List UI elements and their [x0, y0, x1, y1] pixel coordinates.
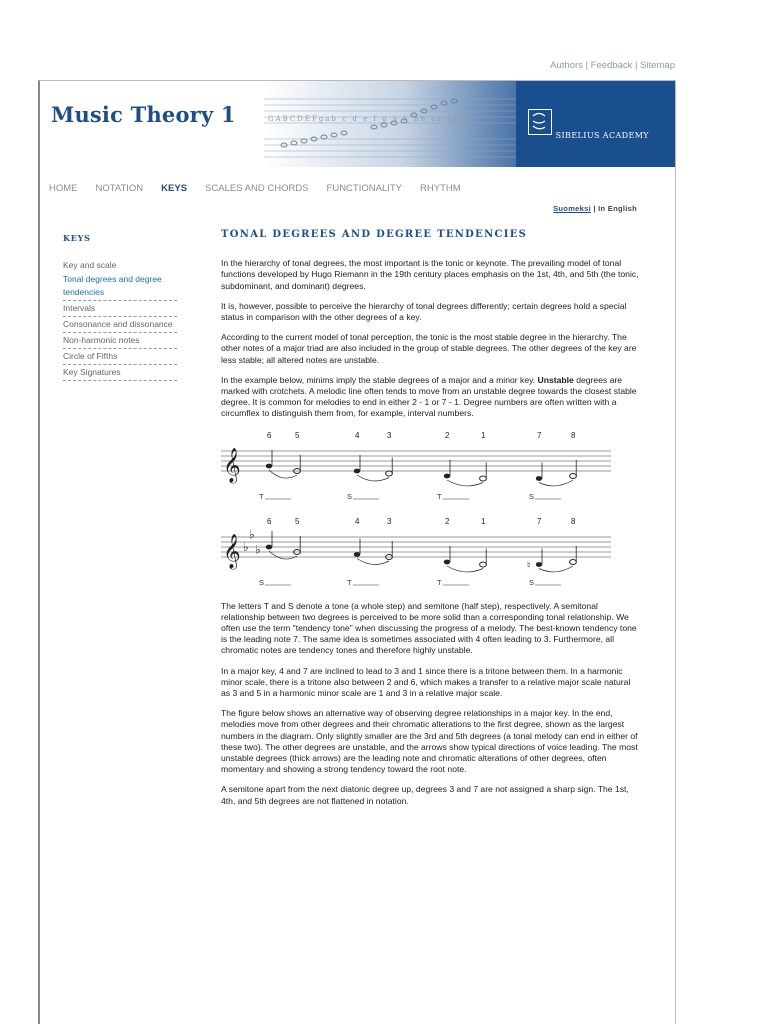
nav-rhythm[interactable]: RHYTHM [420, 183, 461, 194]
step-label: T [437, 491, 442, 501]
paragraph: The letters T and S denote a tone (a whole step) and semitone (half step), respectively. A semitonal relationship between two degrees is perceived to be more solid than a corresponding tonal relationship. We often use the term "tendency tone" when discussing the progress of a melody. The best-known tendency tone is the leading note 7. The same idea is sometimes associated with 4 often leading to 3. Furthermore, all chromatic notes are tendency tones and therefore highly unstable. [221, 600, 637, 656]
text-run: degrees are marked with crotchets. A melodic line often tends to move from an unstable degree towards the closest stable degree. It is common for melodies to end in either 2 - 1 or 7 - 1. Degree numbers are often written with a circumflex to distinguish them from, for example, interval numbers. [221, 374, 637, 419]
slur [447, 480, 483, 486]
site-title[interactable]: Music Theory 1 [51, 102, 236, 127]
crotchet-note [536, 476, 542, 481]
step-label: S [259, 577, 265, 587]
degree-label: 2 [445, 430, 450, 440]
nav-home[interactable]: HOME [49, 183, 78, 194]
minim-note [570, 559, 577, 564]
banner-music-art [264, 81, 675, 167]
step-label: T [347, 577, 352, 587]
paragraph: A semitone apart from the next diatonic degree up, degrees 3 and 7 are not assigned a sharp sign. The 1st, 4th, and 5th degrees are not flattened in notation. [221, 784, 629, 806]
slur [539, 566, 573, 572]
separator: | [635, 60, 638, 71]
slur [357, 558, 389, 564]
sidebar [63, 233, 177, 382]
degree-label: 3 [387, 516, 392, 526]
slur [539, 480, 573, 486]
sidebar-item-tonal-degrees[interactable]: Tonal degrees and degree tendencies [63, 273, 177, 301]
degree-label: 4 [355, 516, 360, 526]
degree-label: 1 [481, 516, 486, 526]
step-label: T [259, 491, 264, 501]
degree-label: 6 [267, 516, 272, 526]
degree-label: 5 [295, 516, 300, 526]
separator: | [585, 60, 589, 71]
flat-icon: ♭ [255, 542, 261, 557]
banner-letters: GABCDEFgab c d e f g a h hh cc dd ee [268, 115, 477, 123]
degree-label: 8 [571, 516, 576, 526]
step-label: S [347, 491, 353, 501]
sidebar-item-non-harmonic[interactable]: Non-harmonic notes [63, 334, 177, 349]
sidebar-item-circle-of-fifths[interactable]: Circle of Fifths [63, 350, 177, 365]
nav-notation[interactable]: NOTATION [95, 183, 144, 194]
degree-label: 3 [387, 430, 392, 440]
step-label: S [529, 577, 535, 587]
top-links [550, 60, 675, 71]
separator: | [593, 204, 596, 213]
nav-scales-and-chords[interactable]: SCALES AND CHORDS [205, 183, 309, 194]
crotchet-note [444, 559, 450, 564]
paragraph: It is, however, possible to perceive the hierarchy of tonal degrees differently; certain degrees hold a special status in comparison with the other degrees of a key. [221, 300, 627, 323]
institution-name: SIBELIUS ACADEMY [555, 131, 649, 140]
degree-label: 2 [445, 516, 450, 526]
sidebar-item-intervals[interactable]: Intervals [63, 302, 177, 317]
feedback-link[interactable]: Feedback [590, 60, 633, 71]
music-example-major [221, 429, 613, 505]
lang-finnish-link[interactable]: Suomeksi [553, 204, 591, 213]
crotchet-note [536, 562, 542, 567]
language-switch [553, 204, 637, 213]
paragraph: According to the current model of tonal perception, the tonic is the most stable degree in the hierarchy. The other notes of a major triad are also included in the group of stable degrees. The other degrees of the key are less stable; all altered notes are unstable. [221, 332, 637, 365]
sitemap-link[interactable]: Sitemap [640, 60, 675, 71]
nav-functionality[interactable]: FUNCTIONALITY [326, 183, 403, 194]
slur [447, 566, 483, 572]
paragraph [221, 375, 641, 420]
flat-icon: ♭ [249, 527, 255, 542]
page-title: TONAL DEGREES AND DEGREE TENDENCIES [221, 229, 528, 240]
treble-clef-icon: 𝄞 [223, 447, 241, 483]
minim-note [386, 471, 393, 476]
minim-note [570, 473, 577, 478]
natural-icon: ♮ [527, 560, 531, 572]
lang-english: In English [598, 204, 637, 213]
music-example-minor [221, 515, 613, 591]
crotchet-note [354, 552, 360, 557]
paragraph: The figure below shows an alternative way of observing degree relationships in a major key. In the end, melodies move from other degrees and their chromatic alterations to the first degree, shown as the largest numbers in the diagram. Only slightly smaller are the 3rd and 5th degrees (a tonal melody can end in either of these two). The other degrees are unstable, and the arrows show typical directions of voice leading. The most unstable degrees (thick arrows) are the leading note and chromatic alterations of other degrees, often momentary and showing a strong tendency toward the root note. [221, 708, 638, 775]
minim-note [480, 562, 487, 567]
sibelius-logo-icon [528, 109, 552, 135]
sidebar-heading: KEYS [63, 233, 91, 243]
slur [357, 475, 389, 481]
authors-link[interactable]: Authors [550, 60, 583, 71]
step-label: T [437, 577, 442, 587]
bold-text: Unstable [537, 374, 574, 385]
degree-label: 6 [267, 430, 272, 440]
minim-note [480, 476, 487, 481]
site-banner [40, 81, 675, 167]
step-label: S [529, 491, 535, 501]
degree-label: 8 [571, 430, 576, 440]
degree-label: 1 [481, 430, 486, 440]
sidebar-item-key-signatures[interactable]: Key Signatures [63, 366, 177, 381]
crotchet-note [444, 473, 450, 478]
degree-label: 7 [537, 430, 542, 440]
crotchet-note [354, 468, 360, 473]
sidebar-item-consonance[interactable]: Consonance and dissonance [63, 318, 177, 333]
crotchet-note [266, 463, 272, 468]
paragraph: In a major key, 4 and 7 are inclined to lead to 3 and 1 since there is a tritone between them. In a harmonic minor scale, there is a tritone also between 2 and 6, which makes a transfer to a relative major scale natural as 3 and 5 in a harmonic minor scale are 1 and 3 in a relative major scale. [221, 665, 631, 699]
paragraph: In the hierarchy of tonal degrees, the most important is the tonic or keynote. The prevailing model of tonal functions developed by Hugo Riemann in the 19th century places emphasis on the 1st, 4th, and 5th (the tonic, subdominant, and dominant) degrees. [221, 258, 639, 291]
degree-label: 5 [295, 430, 300, 440]
treble-clef-icon: 𝄞 [223, 533, 241, 569]
degree-label: 4 [355, 430, 360, 440]
sidebar-item-key-and-scale[interactable]: Key and scale [63, 260, 117, 270]
main-content [221, 229, 641, 816]
degree-label: 7 [537, 516, 542, 526]
text-run: In the example below, minims imply the stable degrees of a major and a minor key. [221, 374, 538, 385]
main-nav [49, 183, 461, 194]
flat-icon: ♭ [243, 539, 249, 554]
crotchet-note [266, 544, 272, 549]
nav-keys[interactable]: KEYS [161, 183, 188, 194]
